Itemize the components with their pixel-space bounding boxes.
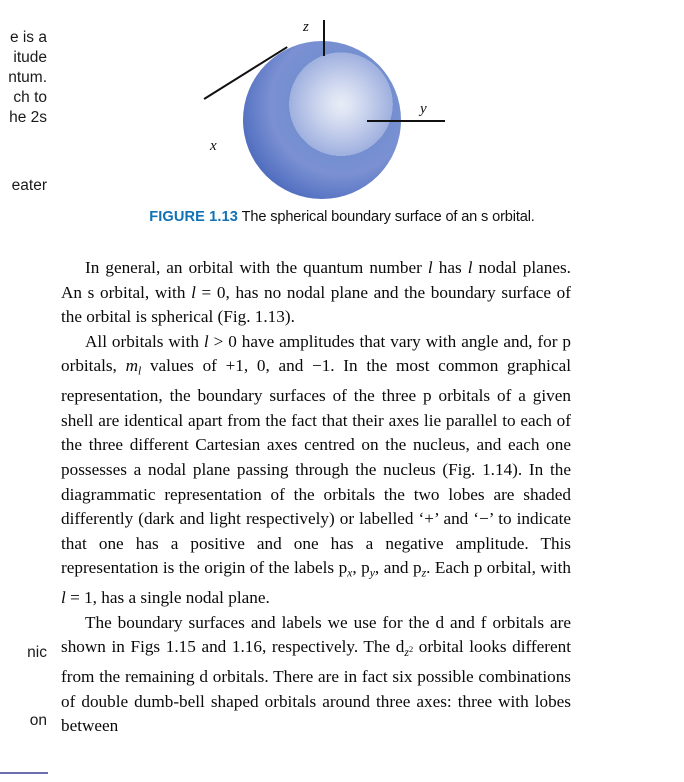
margin-fragment: ch to — [13, 89, 47, 106]
margin-fragment: itude — [13, 49, 47, 66]
p2-italic-l-2: l — [61, 588, 66, 608]
p2-seg-4: , p — [352, 558, 370, 578]
paragraph-1 — [61, 256, 571, 330]
paragraph-3 — [61, 611, 571, 739]
figure-caption — [0, 209, 684, 227]
p2-italic-m: m — [125, 356, 138, 376]
p2-subscript-l: l — [137, 364, 142, 378]
p1-italic-l-2: l — [467, 258, 473, 277]
p3-subscript-z: z — [404, 645, 409, 659]
axis-z-label: z — [303, 19, 309, 35]
body-text-column — [61, 256, 571, 739]
p2-subscript-y: y — [369, 566, 375, 580]
bottom-rule-divider — [0, 772, 48, 774]
margin-fragment: he 2s — [9, 109, 47, 126]
margin-fragment: on — [29, 712, 47, 729]
p3-seg-2: orbital looks different from the remaining d orbitals. There are in fact six possible combinations of double dumb-bell shaped orbitals around three axes: three with lobes between — [61, 637, 572, 736]
p2-seg-6: . Each p orbital, with — [426, 558, 571, 578]
s-orbital-diagram — [170, 12, 500, 207]
p2-seg-2: > 0 have amplitudes that vary with angle and, for p orbitals, — [61, 331, 571, 376]
p1-seg-3: nodal planes. An s orbital, with — [61, 258, 571, 302]
p1-seg-1: In general, an orbital with the quantum number — [85, 258, 428, 277]
paragraph-2 — [61, 330, 571, 611]
p1-italic-l: l — [427, 258, 433, 277]
axis-y-line — [367, 120, 445, 122]
figure-block — [0, 0, 684, 240]
axis-z-line — [323, 20, 325, 56]
p3-subscript-z2 — [404, 643, 414, 659]
p3-seg-1: The boundary surfaces and labels we use for the d and f orbitals are shown in Figs 1.15 and 1.16, respectively. The d — [61, 612, 571, 657]
p2-subscript-z: z — [421, 566, 427, 580]
p2-subscript-x: x — [347, 566, 353, 580]
margin-fragment: nic — [27, 644, 47, 661]
p2-seg-7: = 1, has a single nodal plane. — [65, 588, 270, 608]
figure-caption-number: FIGURE 1.13 — [149, 209, 238, 225]
p3-superscript-2: 2 — [408, 643, 414, 654]
margin-fragment: ntum. — [8, 69, 47, 86]
p1-seg-4: = 0, has no nodal plane and the boundary surface of the orbital is spherical (Fig. 1.13). — [61, 282, 571, 327]
margin-fragment: e is a — [9, 29, 47, 46]
axis-y-label: y — [420, 101, 427, 117]
p1-italic-l-3: l — [191, 282, 196, 302]
p2-seg-1: All orbitals with — [85, 331, 204, 351]
p1-seg-2: has — [432, 258, 468, 277]
axis-x-label: x — [210, 138, 217, 154]
p2-seg-3: values of +1, 0, and −1. In the most common graphical representation, the boundary surfaces of the three p orbitals of a given shell are identical apart from the fact that their axes lie parallel to each of the three different Cartesian axes centred on the nucleus, and each one possesses a nodal plane passing through the nucleus (Fig. 1.14). In the diagrammatic representation of the orbitals the two lobes are shaded differently (dark and light respectively) or labelled ‘+’ and ‘−’ to indicate that one has a positive and one has a negative amplitude. This representation is the origin of the labels p — [61, 356, 571, 578]
figure-caption-text: The spherical boundary surface of an s orbital. — [237, 209, 535, 225]
p2-seg-5: , and p — [374, 558, 422, 578]
p2-italic-l: l — [203, 331, 209, 351]
margin-fragment: eater — [11, 177, 47, 194]
